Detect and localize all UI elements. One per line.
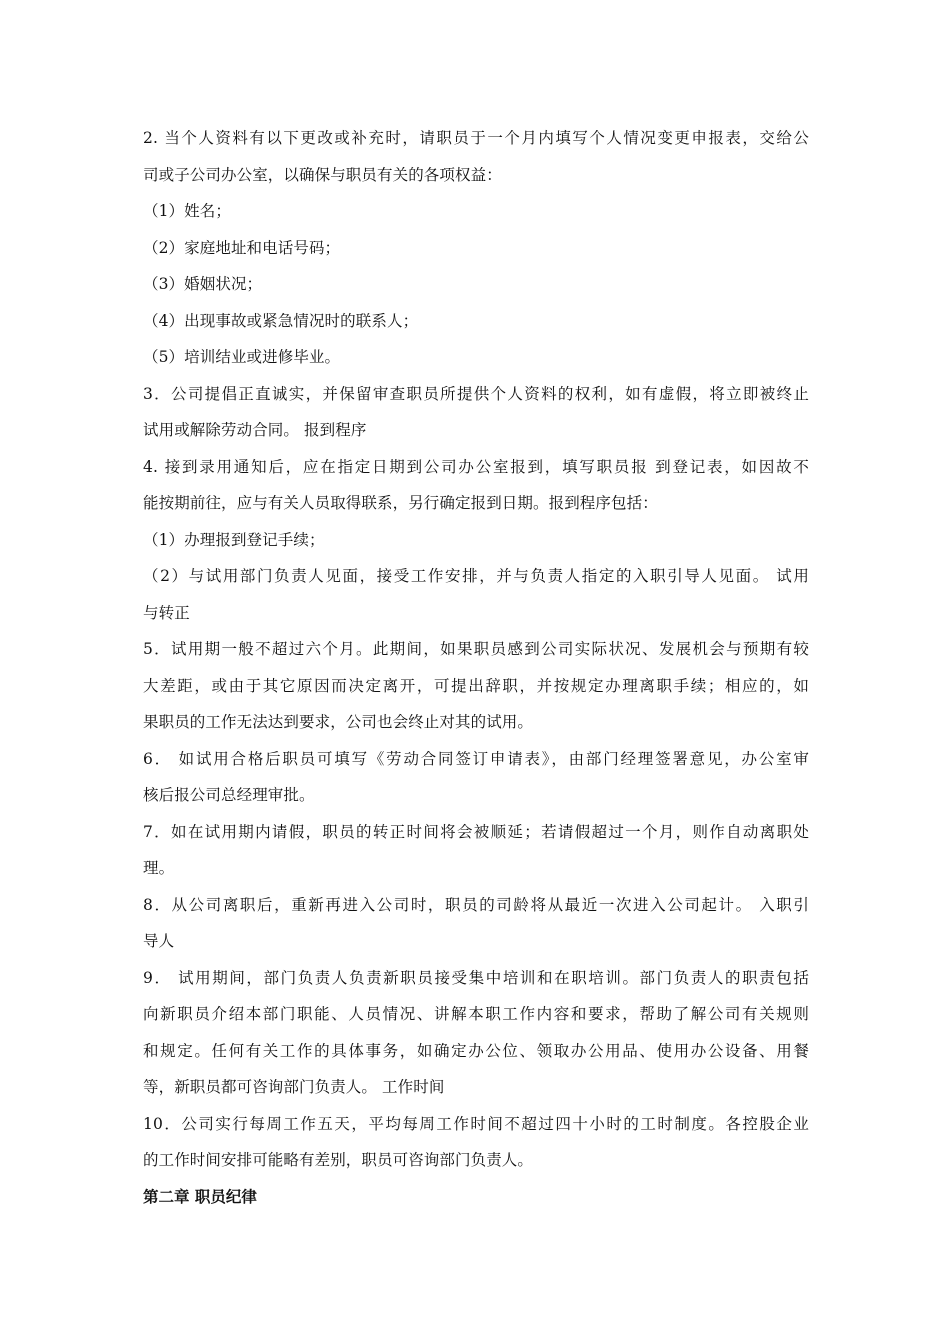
paragraph-line: 理。 (143, 859, 175, 877)
list-item: （1）办理报到登记手续； (143, 530, 325, 549)
paragraph-line: 2. 当个人资料有以下更改或补充时，请职员于一个月内填写个人情况变更申报表，交给公 (143, 129, 809, 147)
paragraph-line: 与转正 (143, 603, 190, 622)
paragraph-line: 向新职员介绍本部门职能、人员情况、讲解本职工作内容和要求，帮助了解公司有关规则 (143, 1005, 809, 1023)
paragraph-line: 5．试用期一般不超过六个月。此期间，如果职员感到公司实际状况、发展机会与预期有较 (143, 640, 809, 658)
paragraph-line: 7．如在试用期内请假，职员的转正时间将会被顺延；若请假超过一个月，则作自动离职处 (143, 822, 809, 841)
paragraph-line: 10．公司实行每周工作五天，平均每周工作时间不超过四十小时的工时制度。各控股企业 (143, 1114, 809, 1133)
chapter-heading: 第二章 职员纪律 (143, 1187, 257, 1206)
list-item: （3）婚姻状况； (143, 275, 263, 293)
paragraph-line: 大差距，或由于其它原因而决定离开，可提出辞职，并按规定办理离职手续；相应的，如 (143, 676, 809, 695)
paragraph-line: 的工作时间安排可能略有差别，职员可咨询部门负责人。 (143, 1151, 534, 1169)
list-item: （2）家庭地址和电话号码； (143, 238, 341, 257)
paragraph-line: 8．从公司离职后，重新再进入公司时，职员的司龄将从最近一次进入公司起计。 入职引 (143, 895, 809, 914)
paragraph-line: 4. 接到录用通知后，应在指定日期到公司办公室报到，填写职员报 到登记表，如因故不 (143, 457, 809, 476)
paragraph-line: 果职员的工作无法达到要求，公司也会终止对其的试用。 (143, 713, 534, 731)
paragraph-line: 试用或解除劳动合同。 报到程序 (143, 421, 367, 439)
list-item: （4）出现事故或紧急情况时的联系人； (143, 311, 419, 330)
paragraph-line: 和规定。任何有关工作的具体事务，如确定办公位、领取办公用品、使用办公设备、用餐 (143, 1041, 809, 1060)
list-item: （5）培训结业或进修毕业。 (143, 348, 341, 366)
paragraph-line: 等，新职员都可咨询部门负责人。 工作时间 (143, 1078, 445, 1096)
paragraph-line: 司或子公司办公室，以确保与职员有关的各项权益： (143, 165, 502, 184)
paragraph-line: 6． 如试用合格后职员可填写《劳动合同签订申请表》，由部门经理签署意见，办公室审 (143, 749, 809, 768)
paragraph-line: 导人 (143, 932, 175, 950)
list-item: （1）姓名； (143, 202, 231, 220)
paragraph-line: 能按期前往，应与有关人员取得联系，另行确定报到日期。报到程序包括： (143, 494, 658, 512)
document-body (143, 120, 809, 1215)
list-item: （2）与试用部门负责人见面，接受工作安排，并与负责人指定的入职引导人见面。 试用 (143, 567, 809, 585)
paragraph-line: 9． 试用期间，部门负责人负责新职员接受集中培训和在职培训。部门负责人的职责包括 (143, 968, 809, 987)
paragraph-line: 3．公司提倡正直诚实，并保留审查职员所提供个人资料的权利，如有虚假，将立即被终止 (143, 384, 809, 403)
paragraph-line: 核后报公司总经理审批。 (143, 786, 315, 804)
